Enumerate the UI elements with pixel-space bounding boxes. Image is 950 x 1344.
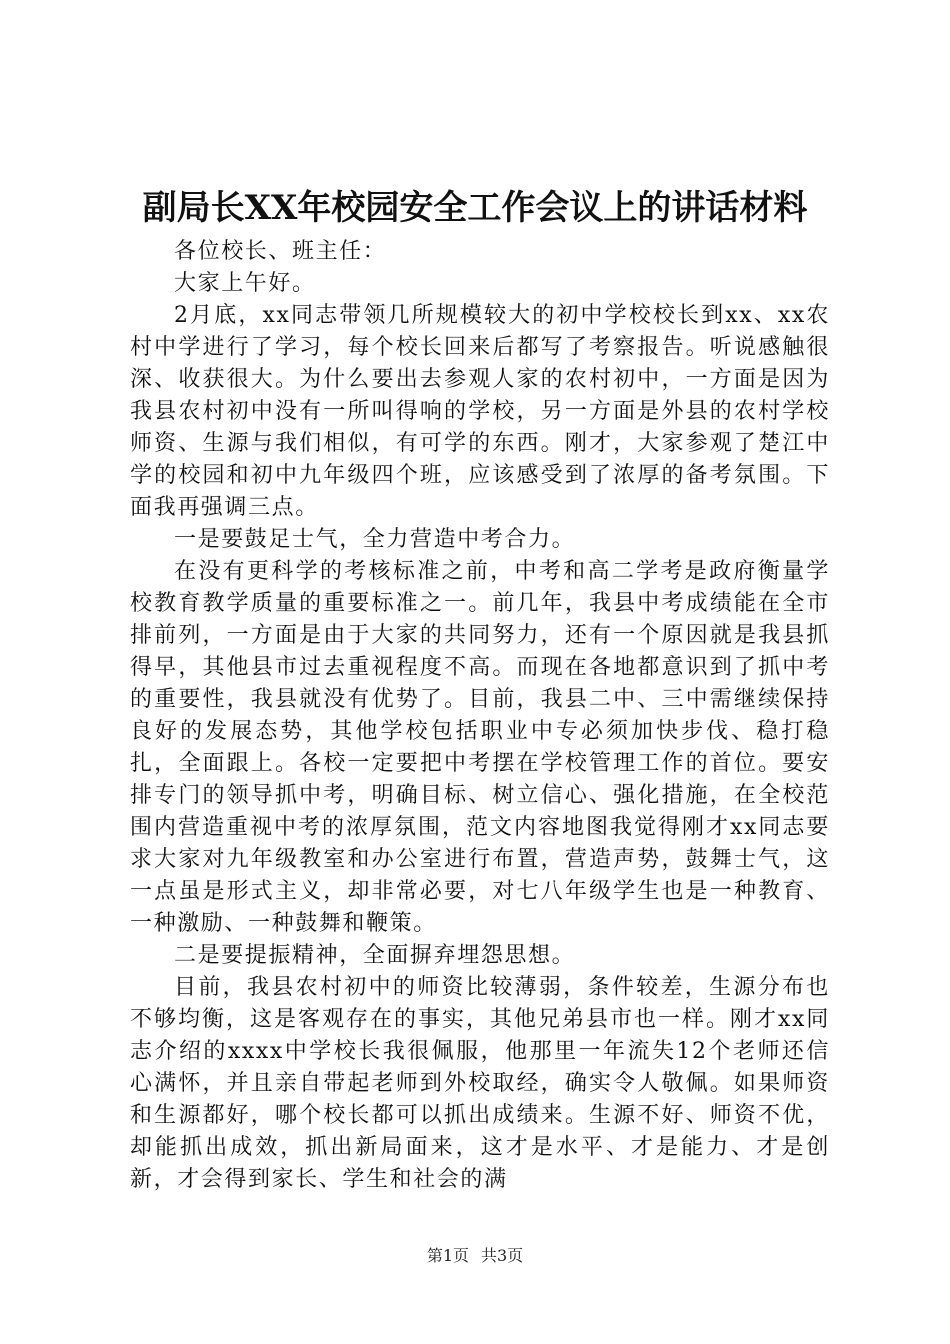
- paragraph-point-two-heading: 二是要提振精神，全面摒弃埋怨思想。: [174, 943, 576, 968]
- page-total: 共3页: [481, 1246, 524, 1265]
- document-body: [130, 236, 830, 1196]
- paragraph-intro: 2月底，xx同志带领几所规模较大的初中学校校长到xx、xx农村中学进行了学习，每个校长回来后都写了考察报告。听说感触很深、收获很大。为什么要出去参观人家的农村初中，一方面是因为我县农村初中没有一所叫得响的学校，另一方面是外县的农村学校师资、生源与我们相似，有可学的东西。刚才，大家参观了楚江中学的校园和初中九年级四个班，应该感受到了浓厚的备考氛围。下面我再强调三点。: [130, 303, 830, 520]
- paragraph-greeting: 大家上午好。: [174, 271, 316, 296]
- page-number: 第1页: [426, 1246, 469, 1265]
- paragraph-point-two-body: 目前，我县农村初中的师资比较薄弱，条件较差，生源分布也不够均衡，这是客观存在的事实，其他兄弟县市也一样。刚才xx同志介绍的xxxx中学校长我很佩服，他那里一年流失12个老师还信心满怀，并且亲自带起老师到外校取经，确实令人敬佩。如果师资和生源都好，哪个校长都可以抓出成绩来。生源不好、师资不优，却能抓出成效，抓出新局面来，这才是水平、才是能力、才是创新，才会得到家长、学生和社会的满: [130, 975, 830, 1192]
- page-footer: [0, 1244, 950, 1268]
- paragraph-point-one-body: 在没有更科学的考核标准之前，中考和高二学考是政府衡量学校教育教学质量的重要标准之一。前几年，我县中考成绩能在全市排前列，一方面是由于大家的共同努力，还有一个原因就是我县抓得早，其他县市过去重视程度不高。而现在各地都意识到了抓中考的重要性，我县就没有优势了。目前，我县二中、三中需继续保持良好的发展态势，其他学校包括职业中专必须加快步伐、稳打稳扎，全面跟上。各校一定要把中考摆在学校管理工作的首位。要安排专门的领导抓中考，明确目标、树立信心、强化措施，在全校范围内营造重视中考的浓厚氛围，范文内容地图我觉得刚才xx同志要求大家对九年级教室和办公室进行布置，营造声势，鼓舞士气，这一点虽是形式主义，却非常必要，对七八年级学生也是一种教育、一种激励、一种鼓舞和鞭策。: [130, 559, 830, 936]
- paragraph-point-one-heading: 一是要鼓足士气，全力营造中考合力。: [174, 527, 576, 552]
- document-title: 副局长XX年校园安全工作会议上的讲话材料: [142, 188, 808, 228]
- paragraph-salutation: 各位校长、班主任：: [174, 239, 387, 264]
